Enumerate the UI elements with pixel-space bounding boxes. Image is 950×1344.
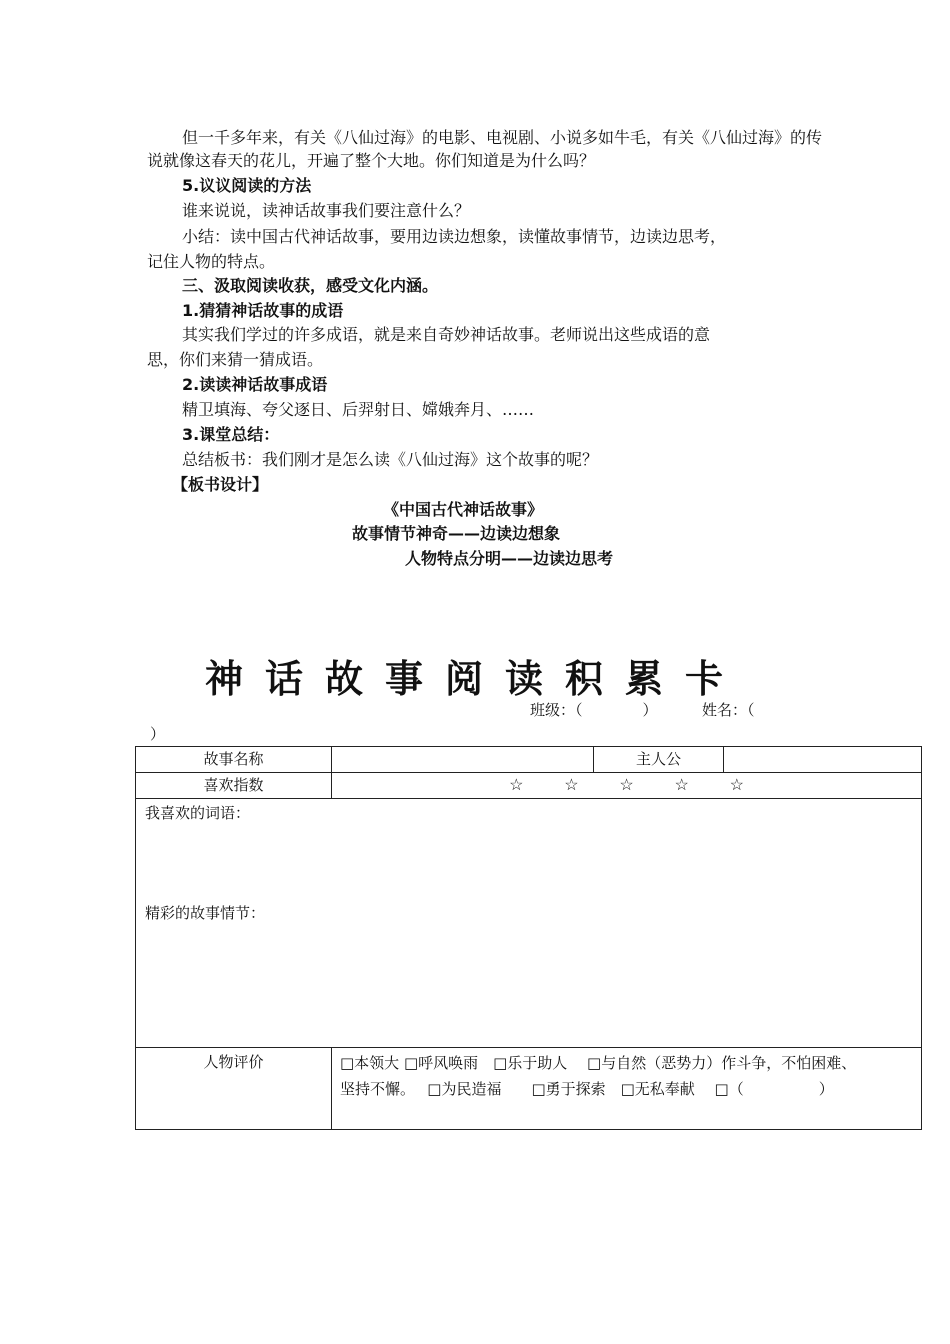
paragraph-line: 精卫填海、夸父逐日、后羿射日、嫦娥奔月、…… — [182, 400, 535, 419]
section-heading: 2.读读神话故事成语 — [182, 375, 328, 394]
reading-card-table — [135, 746, 922, 1130]
story-name-input[interactable] — [332, 747, 594, 773]
star-icon[interactable]: ☆ — [509, 775, 524, 794]
section-heading: 5.议议阅读的方法 — [182, 176, 312, 195]
section-heading: 1.猜猜神话故事的成语 — [182, 301, 344, 320]
paragraph-line: 其实我们学过的许多成语，就是来自奇妙神话故事。老师说出这些成语的意 — [182, 325, 711, 344]
paragraph-line: 思，你们来猜一猜成语。 — [147, 350, 324, 369]
paragraph-line: 小结：读中国古代神话故事，要用边读边想象，读懂故事情节，边读边思考， — [182, 227, 727, 246]
protagonist-label: 主人公 — [594, 747, 724, 773]
star-icon[interactable]: ☆ — [564, 775, 579, 794]
rating-label: 喜欢指数 — [136, 773, 332, 799]
evaluation-options[interactable] — [332, 1048, 922, 1130]
star-icon[interactable]: ☆ — [674, 775, 689, 794]
evaluation-label: 人物评价 — [136, 1048, 332, 1130]
board-line: 故事情节神奇——边读边想象 — [352, 524, 561, 543]
star-icon[interactable]: ☆ — [619, 775, 634, 794]
notes-area[interactable] — [136, 799, 922, 1048]
board-heading: 【板书设计】 — [172, 475, 269, 494]
favorite-words-label: 我喜欢的词语： — [145, 804, 251, 822]
paragraph-line: 谁来说说，读神话故事我们要注意什么？ — [182, 201, 471, 220]
star-rating[interactable] — [332, 773, 922, 799]
board-title: 《中国古代神话故事》 — [383, 500, 544, 519]
paragraph-line: 记住人物的特点。 — [147, 252, 276, 271]
name-field: 姓名：（ — [702, 701, 755, 719]
evaluation-line[interactable]: 坚持不懈。 □为民造福 □勇于探索 □无私奉献 □（ ） — [340, 1080, 834, 1098]
protagonist-input[interactable] — [724, 747, 922, 773]
class-field: 班级：（ ） — [530, 701, 658, 719]
paragraph-line: 说就像这春天的花儿，开遍了整个大地。你们知道是为什么吗？ — [147, 151, 596, 170]
paragraph-line: 但一千多年来，有关《八仙过海》的电影、电视剧、小说多如牛毛，有关《八仙过海》的传 — [182, 128, 823, 147]
name-field-close: ） — [150, 725, 166, 743]
evaluation-line[interactable]: □本领大 □呼风唤雨 □乐于助人 □与自然（恶势力）作斗争，不怕困难、 — [340, 1054, 857, 1072]
board-line: 人物特点分明——边读边思考 — [405, 549, 614, 568]
star-icon[interactable]: ☆ — [729, 775, 744, 794]
section-heading: 三、汲取阅读收获，感受文化内涵。 — [182, 276, 439, 295]
paragraph-line: 总结板书：我们刚才是怎么读《八仙过海》这个故事的呢？ — [182, 450, 599, 469]
card-title: 神话故事阅读积累卡 — [204, 657, 745, 701]
story-name-label: 故事名称 — [136, 747, 332, 773]
plot-label: 精彩的故事情节： — [145, 904, 266, 922]
section-heading: 3.课堂总结： — [182, 425, 280, 444]
